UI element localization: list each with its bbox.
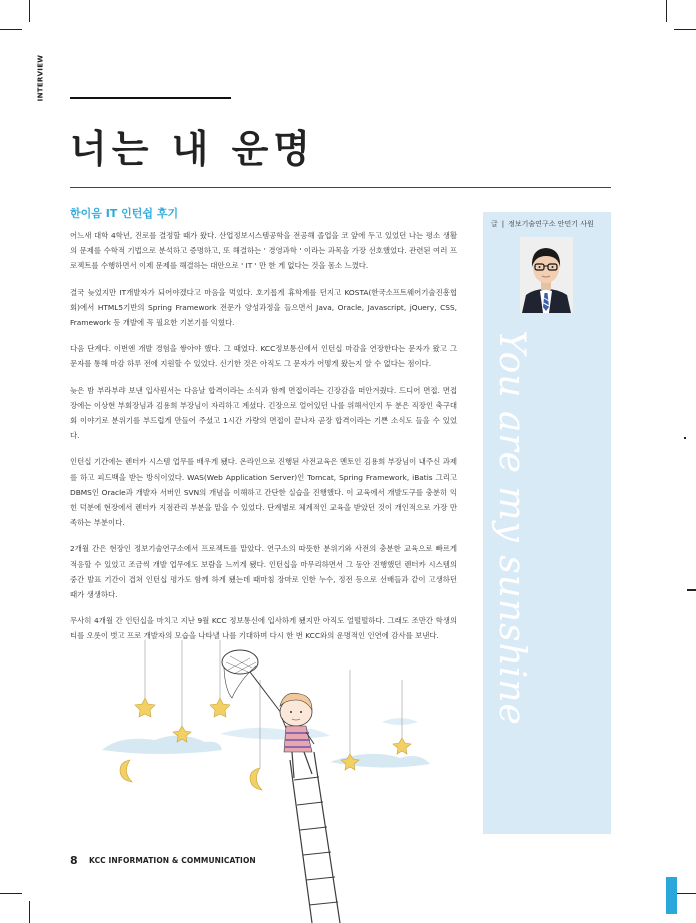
page-title: 너는 내 운명 (70, 127, 315, 171)
author-credit (491, 219, 594, 229)
footer-company: KCC INFORMATION & COMMUNICATION (89, 856, 256, 865)
paragraph: 무사히 4개월 간 인턴십을 마치고 지난 9월 KCC 정보통신에 입사하게 됐지만 아직도 얼떨떨하다. 그래도 조만간 학생의 티를 오롯이 벗고 프로 개발자의 모습을 나타낼 나를 기대하며 다시 한 번 KCC와의 운명적인 인연에 감사를 보낸다. (70, 616, 457, 641)
crop-mark (684, 437, 686, 439)
crop-mark (0, 893, 22, 894)
author-photo (520, 237, 573, 313)
crop-mark (674, 893, 696, 894)
section-tag-label: INTERVIEW (36, 54, 45, 102)
section-tag (33, 54, 45, 104)
main-rule (70, 187, 611, 188)
crop-mark (29, 0, 30, 22)
crop-mark (0, 29, 22, 30)
title-rule (70, 97, 231, 99)
author-separator: | (501, 220, 505, 228)
paragraph: 결국 늦었지만 IT개발자가 되어야겠다고 마음을 먹었다. 호기롭게 휴학계를 던지고 KOSTA(한국소프트웨어기술진흥협회)에서 HTML5기반의 Spring Framework 전문가 양성과정을 들으면서 Java, Oracle, Javascript, jQuery, CSS, Framework 등 개발에 꼭 필요한 기본기를 익혔다. (70, 287, 457, 328)
crop-mark (674, 29, 696, 30)
paragraph: 어느새 대학 4학년, 진로를 결정할 때가 왔다. 산업정보시스템공학을 전공해 졸업을 코 앞에 두고 있었던 나는 평소 생활의 문제를 수학적 기법으로 분석하고 증명하고, 또 해결하는 ' 경영과학 ' 이라는 과목을 가장 선호했었다. 관련된 여러 프로젝트를 수행하면서 이제 문제를 해결하는 대안으로 ' IT ' 만 한 게 없다는 것을 몸소 느꼈다. (70, 231, 457, 271)
section-color-tab (666, 877, 677, 914)
paragraph: 다음 단계다. 이번엔 개발 경험을 쌓아야 했다. 그 때였다. KCC정보통신에서 인턴십 마감을 연장한다는 문자가 왔고 그 문자를 통해 마감 하루 전에 지원할 수 있었다. 신기한 것은 아직도 그 문자가 어떻게 왔는지 알 수 없다는 점이다. (70, 344, 457, 369)
sidebar-vertical-text: You are my sunshine (491, 330, 532, 726)
author-prefix: 글 (491, 220, 498, 228)
crop-mark (687, 589, 696, 591)
author-sidebar (483, 212, 611, 834)
girl-with-net-illustration (100, 640, 480, 923)
paragraph: 2개월 간은 현장인 정보기술연구소에서 프로젝트를 맡았다. 연구소의 따뜻한 분위기와 사전의 충분한 교육으로 빠르게 적응할 수 있었고 조금씩 개발 업무에도 보람을 느끼게 됐다. 인턴십을 마무리하면서 그 동안 진행했던 렌터카 시스템의 중간 발표 기간이 겹쳐 인턴십 평가도 함께 하게 됐는데 때마침 장마로 인한 누수, 정전 등으로 선배들과 같이 고생하던 때가 생생하다. (70, 544, 457, 600)
author-portrait-image (520, 237, 573, 313)
paragraph: 인턴십 기간에는 렌터카 시스템 업무를 배우게 됐다. 온라인으로 진행된 사전교육은 멘토인 김용희 부장님이 내주신 과제를 하고 피드백을 받는 방식이었다. WAS(Web Application Server)인 Tomcat, Spring Framework, iBatis 그리고 DBMS인 Oracle과 개발자 서버인 SVN의 개념을 이해하고 간단한 실습을 진행했다. 이 교육에서 개발도구를 충분히 익힌 덕분에 현장에서 렌터카 지점관리 부분을 맡을 수 있었다. 단계별로 체계적인 교육을 받았던 것이 개인적으로 가장 만족하는 부분이다. (70, 457, 457, 528)
author-name: 정보기술연구소 안민기 사원 (508, 220, 594, 228)
crop-mark (666, 0, 667, 22)
paragraph: 늦은 밤 부라부랴 보낸 입사원서는 다음날 합격이라는 소식과 함께 면접이라는 긴장감을 떠안겨줬다. 드디어 면접. 면접장에는 이상현 부회장님과 김용희 부장님이 자리하고 계셨다. 긴장으로 얼어있던 나를 위해서인지 두 분은 직장인 축구대회 이야기로 분위기를 부드럽게 만들어 주셨고 1시간 가량의 면접이 끝나자 곧장 합격이라는 기쁜 소식도 들을 수 있었다. (70, 385, 457, 441)
page-number: 8 (70, 854, 78, 867)
crop-mark (29, 901, 30, 923)
article-body (70, 228, 457, 655)
article-subtitle: 한이음 IT 인턴쉽 후기 (70, 207, 179, 220)
